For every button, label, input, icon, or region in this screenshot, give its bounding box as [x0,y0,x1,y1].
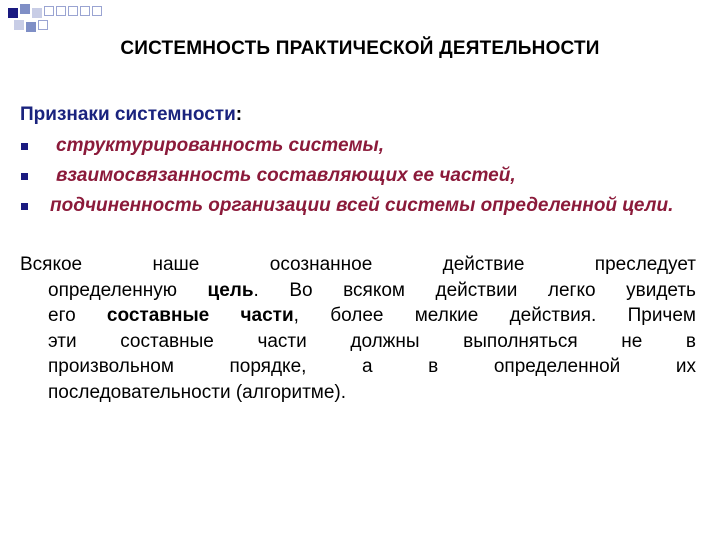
decor-square [56,6,66,16]
word: в [685,330,696,352]
word: а [362,356,373,377]
word: произвольном [48,356,174,377]
decor-square [80,6,90,16]
decor-square [20,4,30,14]
features-heading-colon: : [235,104,243,125]
word: действии [435,279,518,301]
word: составные [106,305,210,326]
word: определенную [48,279,177,301]
word: Всякое [20,254,83,275]
paragraph-line [20,354,696,380]
features-heading-text: Признаки системности [20,104,236,125]
decor-square [14,20,24,30]
word: преследует [594,254,696,275]
decor-square [38,20,48,30]
word: порядке, [229,356,307,377]
decor-square [26,22,36,32]
corner-decoration [0,0,120,40]
word: Во [289,279,313,301]
decor-square [92,6,102,16]
decor-square [68,6,78,16]
word: легко [547,279,596,301]
word: эти [48,330,77,352]
word: их [675,356,696,377]
word: действия. [509,305,597,326]
decor-square [44,6,54,16]
word: его [48,305,76,326]
word: в [428,356,439,377]
word: выполняться [463,330,578,352]
feature-text: структурированность системы, [56,135,385,156]
square-bullet-icon [21,173,28,180]
word: увидеть [626,279,696,301]
word: действие [442,254,525,275]
square-bullet-icon [21,143,28,150]
word: составные [120,330,214,352]
word: осознанное [269,254,373,275]
decor-square [32,8,42,18]
decor-square [8,8,18,18]
list-item [0,133,720,159]
list-item [0,193,720,219]
body-paragraph [20,252,696,405]
word: части [257,330,307,352]
paragraph-line [20,329,696,355]
word: мелкие [414,305,479,326]
features-list [0,133,720,223]
feature-text: подчиненность организации всей системы определенной цели. [50,195,674,216]
paragraph-line [20,380,696,406]
word: части, [240,305,299,326]
features-heading [20,104,242,126]
paragraph-text: последовательности (алгоритме). [48,381,347,403]
slide-title: СИСТЕМНОСТЬ ПРАКТИЧЕСКОЙ ДЕЯТЕЛЬНОСТИ [120,38,600,59]
word: определенной [493,356,621,377]
feature-text: взаимосвязанность составляющих ее частей, [56,165,516,186]
word: Причем [627,305,696,326]
word: всяком [343,279,405,301]
word: должны [350,330,420,352]
word: наше [152,254,200,275]
square-bullet-icon [21,203,28,210]
word: не [621,330,643,352]
list-item [0,163,720,189]
paragraph-line [20,303,696,329]
paragraph-line [20,278,696,304]
word: цель. [207,279,259,301]
word: более [330,305,384,326]
paragraph-line [20,252,696,278]
